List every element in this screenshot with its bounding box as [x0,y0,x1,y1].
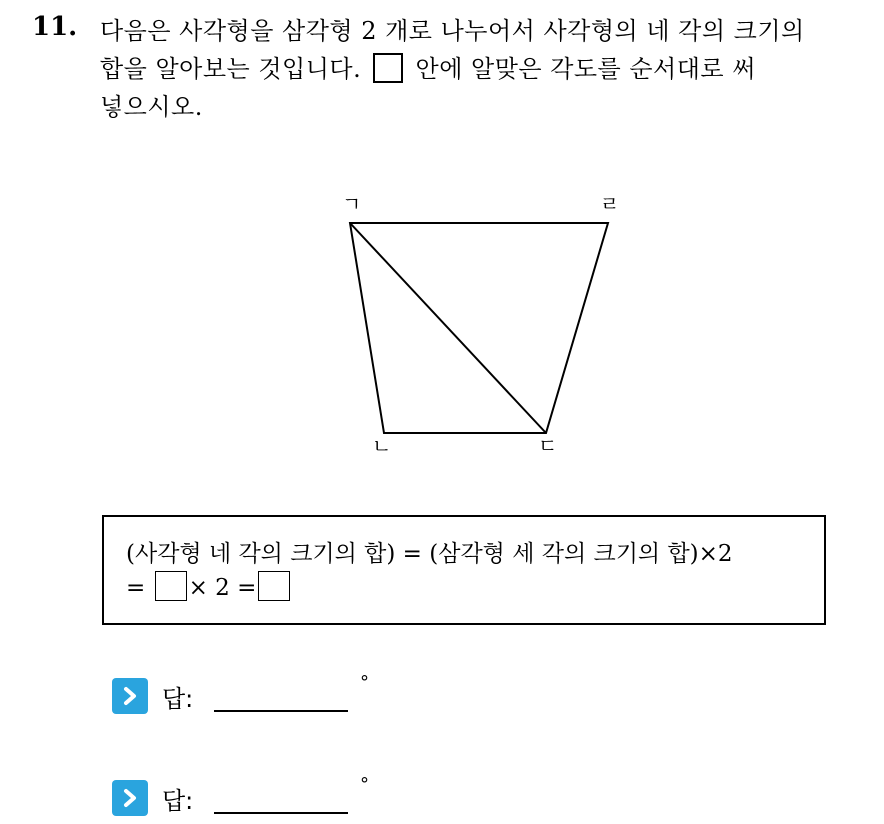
vertex-label-top-left: ㄱ [342,192,362,216]
formula-line-1: (사각형 네 각의 크기의 합) = (삼각형 세 각의 크기의 합)×2 [126,541,733,567]
degree-unit: ° [360,672,369,693]
degree-unit: ° [360,774,369,795]
vertex-label-bottom-left: ㄴ [372,434,392,458]
answer-box-2[interactable] [258,571,290,601]
quadrilateral-outline [350,223,608,433]
quadrilateral-figure [330,185,650,460]
blank-box-icon [373,53,403,83]
answer-label: 답: [162,684,194,713]
answer-row-1 [112,672,412,716]
answer-row-2 [112,774,412,818]
answer-input-line[interactable] [214,710,348,712]
vertex-label-bottom-right: ㄷ [538,434,558,458]
formula-equals: = [126,575,146,601]
question-line-3: 넣으시오. [100,93,203,121]
formula-box [102,515,826,625]
answer-input-line[interactable] [214,812,348,814]
question-line-1: 다음은 사각형을 삼각형 2 개로 나누어서 사각형의 네 각의 크기의 [100,17,805,45]
question-line-2-end: 안에 알맞은 각도를 순서대로 써 [415,55,756,83]
formula-line-2 [126,571,824,605]
chevron-right-icon [112,780,148,816]
answer-box-1[interactable] [155,571,187,601]
quadrilateral-diagram [330,185,650,460]
answer-label: 답: [162,786,194,815]
question-text [100,12,870,126]
question-number: 11. [32,12,78,42]
question-line-2-start: 합을 알아보는 것입니다. [100,55,362,83]
chevron-right-icon [112,678,148,714]
formula-times-two: × 2 = [188,575,257,601]
question-line-2 [100,50,870,88]
vertex-label-top-right: ㄹ [600,192,620,216]
